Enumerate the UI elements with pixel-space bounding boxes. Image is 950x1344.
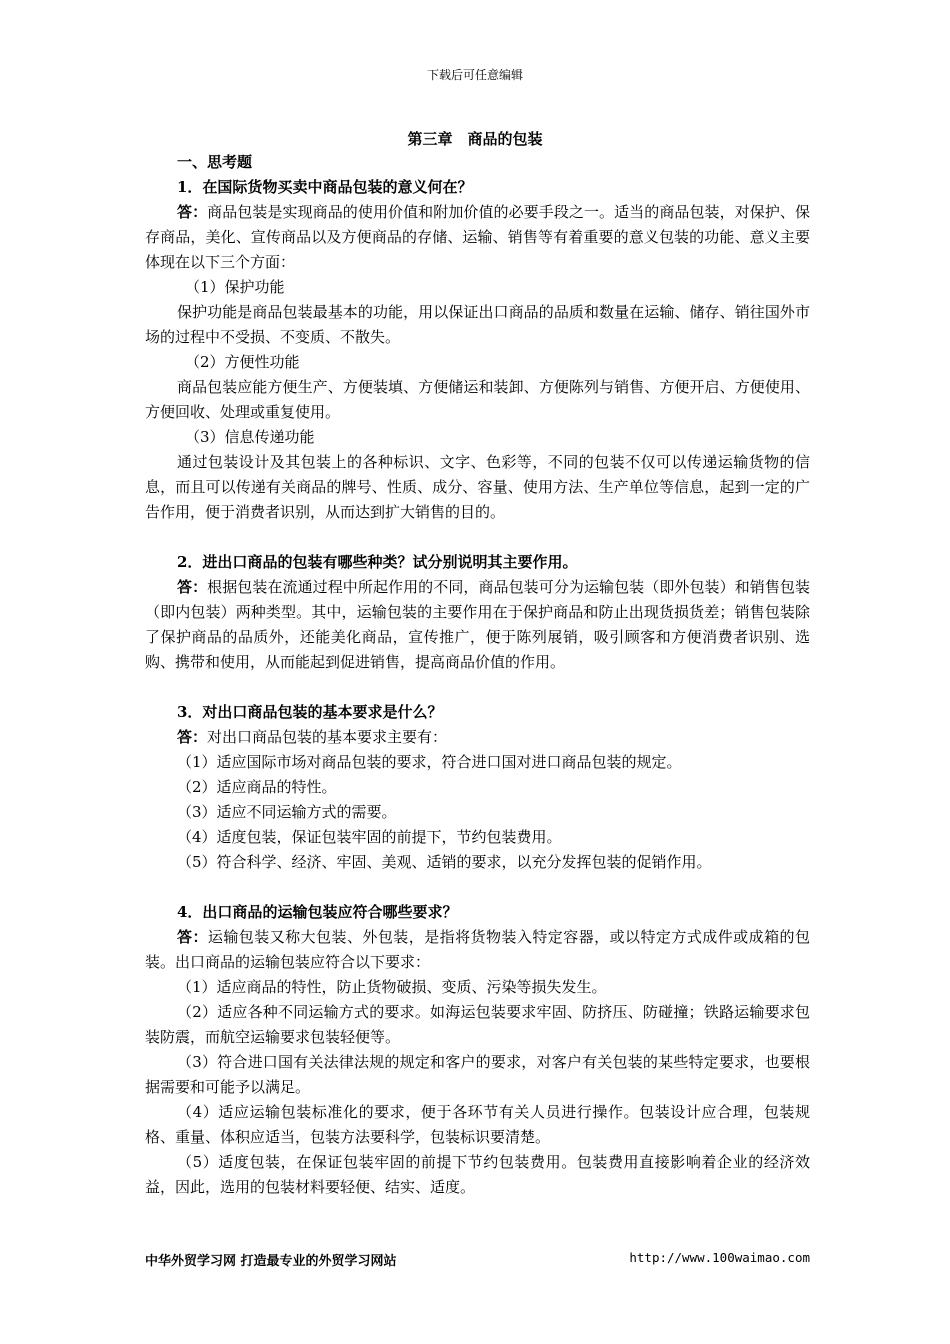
q4-item: （4）适应运输包装标准化的要求，便于各环节有关人员进行操作。包装设计应合理，包装规格、重量、体积应适当，包装方法要科学，包装标识要清楚。 <box>145 1103 810 1146</box>
q1-item-heading: （1）保护功能 <box>185 278 285 296</box>
q3-item: （4）适度包装，保证包装牢固的前提下，节约包装费用。 <box>177 828 562 846</box>
q1-item-text: 商品包装应能方便生产、方便装填、方便储运和装卸、方便陈列与销售、方便开启、方便使用、方便回收、处理或重复使用。 <box>145 378 810 421</box>
paragraph-gap <box>145 675 810 700</box>
q4-item: （3）符合进口国有关法律法规的规定和客户的要求，对客户有关包装的某些特定要求，也要根据需要和可能予以满足。 <box>145 1053 810 1096</box>
q3-item: （5）符合科学、经济、牢固、美观、适销的要求，以充分发挥包装的促销作用。 <box>177 853 712 871</box>
paragraph-gap <box>145 525 810 550</box>
q4-item: （1）适应商品的特性，防止货物破损、变质、污染等损失发生。 <box>177 978 607 996</box>
q4-item: （5）适度包装，在保证包装牢固的前提下节约包装费用。包装费用直接影响着企业的经济效益，因此，选用的包装材料要轻便、结实、适度。 <box>145 1153 810 1196</box>
header-note: 下载后可任意编辑 <box>426 68 523 82</box>
answer-3 <box>145 725 810 750</box>
section-title: 一、思考题 <box>177 153 253 171</box>
q3-item: （1）适应国际市场对商品包装的要求，符合进口国对进口商品包装的规定。 <box>177 753 682 771</box>
answer-label: 答： <box>177 578 208 596</box>
question-1: 1．在国际货物买卖中商品包装的意义何在？ <box>177 178 473 196</box>
paragraph-gap <box>145 875 810 900</box>
answer-label: 答： <box>177 203 208 221</box>
answer-label: 答： <box>177 728 208 746</box>
q3-item: （3）适应不同运输方式的需要。 <box>177 803 397 821</box>
answer-text: 对出口商品包装的基本要求主要有： <box>207 728 448 746</box>
footer-url: http://www.100waimao.com <box>629 1250 810 1265</box>
question-3: 3．对出口商品包装的基本要求是什么？ <box>177 703 443 721</box>
chapter-title: 第三章 商品的包装 <box>407 130 543 148</box>
answer-2 <box>145 575 810 675</box>
q3-item: （2）适应商品的特性。 <box>177 778 337 796</box>
question-4: 4．出口商品的运输包装应符合哪些要求？ <box>177 903 458 921</box>
document-body <box>145 150 810 1200</box>
q4-item: （2）适应各种不同运输方式的要求。如海运包装要求牢固、防挤压、防碰撞；铁路运输要求包装防震，而航空运输要求包装轻便等。 <box>145 1003 810 1046</box>
answer-text: 运输包装又称大包装、外包装，是指将货物装入特定容器，或以特定方式成件或成箱的包装。出口商品的运输包装应符合以下要求： <box>145 928 810 971</box>
answer-label: 答： <box>177 928 208 946</box>
q1-item-heading: （3）信息传递功能 <box>185 428 315 446</box>
q1-item-text: 保护功能是商品包装最基本的功能，用以保证出口商品的品质和数量在运输、储存、销往国外市场的过程中不受损、不变质、不散失。 <box>145 303 810 346</box>
answer-text: 商品包装是实现商品的使用价值和附加价值的必要手段之一。适当的商品包装，对保护、保存商品，美化、宣传商品以及方便商品的存储、运输、销售等有着重要的意义包装的功能、意义主要体现在以下三个方面： <box>145 203 810 271</box>
answer-text: 根据包装在流通过程中所起作用的不同，商品包装可分为运输包装（即外包装）和销售包装（即内包装）两种类型。其中，运输包装的主要作用在于保护商品和防止出现货损货差；销售包装除了保护商品的品质外，还能美化商品，宣传推广，便于陈列展销，吸引顾客和方便消费者识别、选购、携带和使用，从而能起到促进销售，提高商品价值的作用。 <box>145 578 810 671</box>
question-2: 2．进出口商品的包装有哪些种类？试分别说明其主要作用。 <box>177 553 578 571</box>
q1-item-heading: （2）方便性功能 <box>185 353 300 371</box>
answer-4 <box>145 925 810 975</box>
q1-item-text: 通过包装设计及其包装上的各种标识、文字、色彩等，不同的包装不仅可以传递运输货物的信息，而且可以传递有关商品的牌号、性质、成分、容量、使用方法、生产单位等信息，起到一定的广告作用，便于消费者识别，从而达到扩大销售的目的。 <box>145 453 810 521</box>
answer-1 <box>145 200 810 275</box>
footer-site-slogan: 中华外贸学习网 打造最专业的外贸学习网站 <box>145 1254 397 1269</box>
